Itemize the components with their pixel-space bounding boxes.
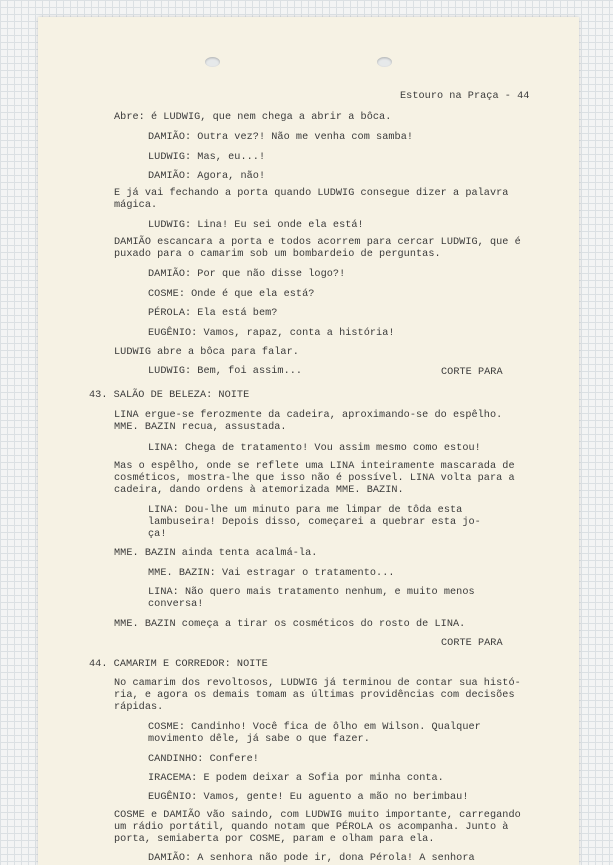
text-line: LINA: Não quero mais tratamento nenhum, e muito menos [148, 587, 475, 598]
text-line: movimento dêle, já sabe o que fazer. [148, 734, 370, 745]
text-line: LINA ergue-se ferozmente da cadeira, aproximando-se do espêlho. [114, 410, 503, 421]
text-line: cosméticos, mostra-lhe que isso não é possível. LINA volta para a [114, 473, 515, 484]
text-line: ria, e agora os demais tomam as últimas providências com decisões [114, 690, 515, 701]
text-line: MME. BAZIN recua, assustada. [114, 422, 287, 433]
text-line: mágica. [114, 200, 158, 211]
text-line: PÉROLA: Ela está bem? [148, 308, 278, 319]
text-line: puxado para o camarim sob um bombardeio de perguntas. [114, 249, 441, 260]
scene-heading: 43. SALÃO DE BELEZA: NOITE [89, 390, 250, 401]
text-line: EUGÊNIO: Vamos, gente! Eu aguento a mão no berimbau! [148, 792, 469, 803]
text-line: conversa! [148, 599, 204, 610]
text-line: MME. BAZIN ainda tenta acalmá-la. [114, 548, 318, 559]
text-line: DAMIÃO: A senhora não pode ir, dona Pérola! A senhora [148, 853, 475, 864]
text-line: rápidas. [114, 702, 164, 713]
text-line: um rádio portátil, quando notam que PÉROLA os acompanha. Junto à [114, 822, 509, 833]
text-line: COSME: Onde é que ela está? [148, 289, 315, 300]
page-header: Estouro na Praça - 44 [400, 91, 530, 102]
scene-transition: CORTE PARA [441, 367, 503, 378]
text-line: lambuseira! Depois disso, começarei a quebrar esta jo- [148, 517, 481, 528]
punch-hole-left [205, 57, 220, 67]
text-line: MME. BAZIN: Vai estragar o tratamento... [148, 568, 395, 579]
text-line: LINA: Chega de tratamento! Vou assim mesmo como estou! [148, 443, 481, 454]
text-line: LUDWIG: Lina! Eu sei onde ela está! [148, 220, 364, 231]
text-line: LUDWIG abre a bôca para falar. [114, 347, 299, 358]
text-line: EUGÊNIO: Vamos, rapaz, conta a história! [148, 328, 395, 339]
text-line: Mas o espêlho, onde se reflete uma LINA inteiramente mascarada de [114, 461, 515, 472]
script-page [38, 17, 579, 865]
text-line: DAMIÃO escancara a porta e todos acorrem para cercar LUDWIG, que é [114, 237, 521, 248]
text-line: COSME: Candinho! Você fica de ôlho em Wilson. Qualquer [148, 722, 481, 733]
text-line: DAMIÃO: Por que não disse logo?! [148, 269, 346, 280]
text-line: cadeira, dando ordens à atemorizada MME. BAZIN. [114, 485, 404, 496]
text-line: COSME e DAMIÃO vão saindo, com LUDWIG muito importante, carregando [114, 810, 521, 821]
text-line: DAMIÃO: Outra vez?! Não me venha com samba! [148, 132, 414, 143]
punch-hole-right [377, 57, 392, 67]
text-line: MME. BAZIN começa a tirar os cosméticos do rosto de LINA. [114, 619, 466, 630]
text-line: porta, semiaberta por COSME, param e olham para ela. [114, 834, 435, 845]
text-line: Abre: é LUDWIG, que nem chega a abrir a bôca. [114, 112, 392, 123]
text-line: IRACEMA: E podem deixar a Sofia por minha conta. [148, 773, 444, 784]
text-line: CANDINHO: Confere! [148, 754, 259, 765]
scene-heading: 44. CAMARIM E CORREDOR: NOITE [89, 659, 268, 670]
text-line: LUDWIG: Bem, foi assim... [148, 366, 303, 377]
text-line: No camarim dos revoltosos, LUDWIG já terminou de contar sua histó- [114, 678, 521, 689]
scene-transition: CORTE PARA [441, 638, 503, 649]
text-line: ça! [148, 529, 167, 540]
text-line: LINA: Dou-lhe um minuto para me limpar de tôda esta [148, 505, 463, 516]
text-line: LUDWIG: Mas, eu...! [148, 152, 266, 163]
text-line: DAMIÃO: Agora, não! [148, 171, 266, 182]
text-line: E já vai fechando a porta quando LUDWIG consegue dizer a palavra [114, 188, 509, 199]
